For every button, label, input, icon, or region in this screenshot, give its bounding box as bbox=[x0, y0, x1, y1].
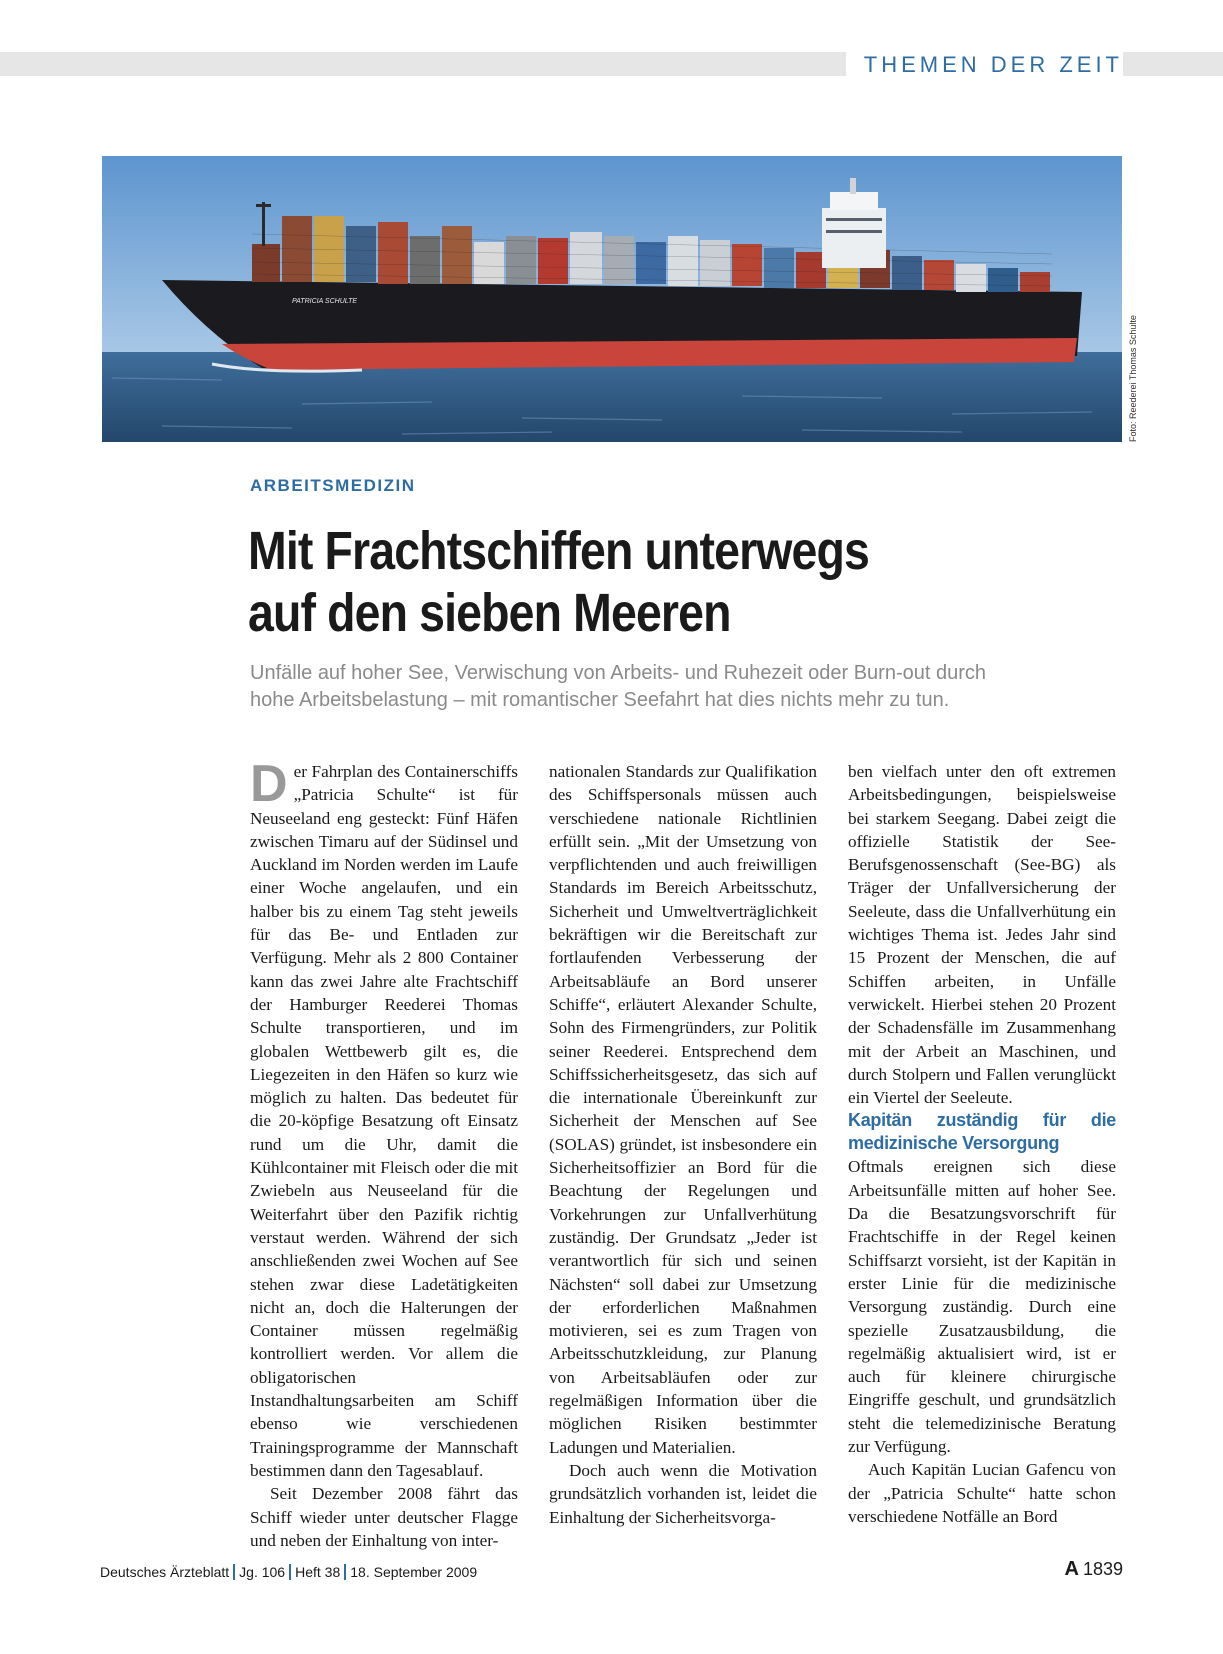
page-prefix: A bbox=[1064, 1558, 1079, 1580]
article-column-3 bbox=[848, 760, 1116, 1528]
section-title: THEMEN DER ZEIT bbox=[846, 50, 1123, 80]
body-paragraph: Oftmals ereignen sich diese Arbeitsunfälle mitten auf hoher See. Da die Besatzungsvorschrift für Frachtschiffe in der Regel keinen Schiffsarzt vorsieht, ist der Kapitän in erster Linie für die medizinische Versorgung zuständig. Durch eine spezielle Zusatzausbildung, die regelmäßig aktualisiert wird, ist er auch für kleinere chirurgische Eingriffe geschult, und grundsätzlich steht die telemedizinische Beratung zur Verfügung. bbox=[848, 1157, 1116, 1457]
body-paragraph: nationalen Standards zur Qualifikation des Schiffspersonals müssen auch verschiedene nationale Richtlinien erfüllt sein. „Mit der Umsetzung von verpflichtenden und auch freiwilligen Standards im Bereich Arbeitsschutz, Sicherheit und Umweltverträglichkeit bekräftigen wir die Bereitschaft zur fortlaufenden Verbesserung der Arbeitsabläufe an Bord unserer Schiffe“, erläutert Alexander Schulte, Sohn des Firmengründers, zur Politik seiner Reederei. Entsprechend dem Schiffssicherheitsgesetz, das sich auf die internationale Übereinkunft zur Sicherheit der Menschen auf See (SOLAS) gründet, ist insbesondere ein Sicherheitsoffizier an Bord für die Beachtung der Regelungen und Vorkehrungen zur Unfallverhütung zuständig. Der Grundsatz „Jeder ist verantwortlich für sich und seinen Nächsten“ soll dabei zur Umsetzung der erforderlichen Maßnahmen motivieren, sei es zum Tragen von Arbeitsschutzkleidung, zur Planung von Arbeitsabläufen oder zur regelmäßigen Information über die möglichen Risiken bestimmter Ladungen und Materialien. bbox=[549, 762, 817, 1457]
body-paragraph: Seit Dezember 2008 fährt das Schiff wieder unter deutscher Flagge und neben der Einhaltung von inter- bbox=[250, 1484, 518, 1550]
journal-issue: Heft 38 bbox=[295, 1564, 341, 1580]
container-ship-photo bbox=[102, 156, 1122, 442]
drop-cap: D bbox=[250, 755, 288, 813]
svg-text:PATRICIA SCHULTE: PATRICIA SCHULTE bbox=[292, 298, 358, 305]
article-column-2 bbox=[549, 760, 817, 1529]
section-subheading: Kapitän zuständig für die medizinische Versorgung bbox=[848, 1110, 1116, 1154]
page-number bbox=[1065, 1558, 1124, 1581]
body-paragraph: Auch Kapitän Lucian Gafencu von der „Patricia Schulte“ hatte schon verschiedene Notfälle an Bord bbox=[848, 1460, 1116, 1526]
article-headline bbox=[248, 520, 869, 644]
photo-credit: Foto: Reederei Thomas Schulte bbox=[1128, 315, 1138, 442]
lead-line-2: hohe Arbeitsbelastung – mit romantischer Seefahrt hat dies nichts mehr zu tun. bbox=[250, 689, 950, 711]
headline-line-1: Mit Frachtschiffen unterwegs bbox=[248, 521, 870, 581]
page-number-value: 1839 bbox=[1082, 1559, 1123, 1579]
body-paragraph: er Fahrplan des Containerschiffs „Patricia Schulte“ ist für Neuseeland eng gesteckt: Fünf Häfen zwischen Timaru auf der Südinsel und Auckland im Norden werden im Laufe einer Woche angelaufen, und ein halber bis zu einem Tag steht jeweils für das Be- und Entladen zur Verfügung. Mehr als 2 800 Container kann das zwei Jahre alte Frachtschiff der Hamburger Reederei Thomas Schulte transportieren, und im globalen Wettbewerb gilt es, die Liegezeiten in den Häfen so kurz wie möglich zu halten. Das bedeutet für die 20-köpfige Besatzung oft Einsatz rund um die Uhr, damit die Kühlcontainer mit Fleisch oder die mit Zwiebeln aus Neuseeland für die Weiterfahrt über den Pazifik richtig verstaut werden. Während der sich anschließenden zwei Wochen auf See stehen zwar diese Ladetätigkeiten nicht an, doch die Halterungen der Container müssen regelmäßig kontrolliert werden. Vor allem die obligatorischen Instandhaltungsarbeiten am Schiff ebenso wie verschiedenen Trainingsprogramme der Mannschaft bestimmen dann den Tagesablauf. bbox=[250, 762, 518, 1480]
article-kicker: ARBEITSMEDIZIN bbox=[250, 476, 416, 495]
article-column-1 bbox=[250, 755, 518, 1552]
footer-separator bbox=[289, 1564, 291, 1580]
footer-separator bbox=[344, 1564, 346, 1580]
page-footer bbox=[100, 1564, 477, 1580]
body-paragraph: Doch auch wenn die Motivation grundsätzlich vorhanden ist, leidet die Einhaltung der Sicherheitsvorga- bbox=[549, 1460, 817, 1527]
lead-line-1: Unfälle auf hoher See, Verwischung von Arbeits- und Ruhezeit oder Burn-out durch bbox=[250, 662, 986, 684]
footer-separator bbox=[233, 1564, 235, 1580]
body-paragraph: ben vielfach unter den oft extremen Arbeitsbedingungen, beispielsweise bei starkem Seegang. Dabei zeigt die offizielle Statistik der See-Berufsgenossenschaft (See-BG) als Träger der Unfallversicherung der Seeleute, dass die Unfallverhütung ein wichtiges Thema ist. Jedes Jahr sind 15 Prozent der Menschen, die auf Schiffen arbeiten, in Unfälle verwickelt. Hierbei stehen 20 Prozent der Schadensfälle im Zusammenhang mit der Arbeit an Maschinen, und durch Stolpern und Fallen verunglückt ein Viertel der Seeleute. bbox=[848, 762, 1116, 1108]
journal-volume: Jg. 106 bbox=[239, 1564, 286, 1580]
issue-date: 18. September 2009 bbox=[350, 1564, 478, 1580]
journal-name: Deutsches Ärzteblatt bbox=[100, 1564, 230, 1580]
headline-line-2: auf den sieben Meeren bbox=[248, 583, 731, 643]
article-lead bbox=[250, 660, 1130, 714]
